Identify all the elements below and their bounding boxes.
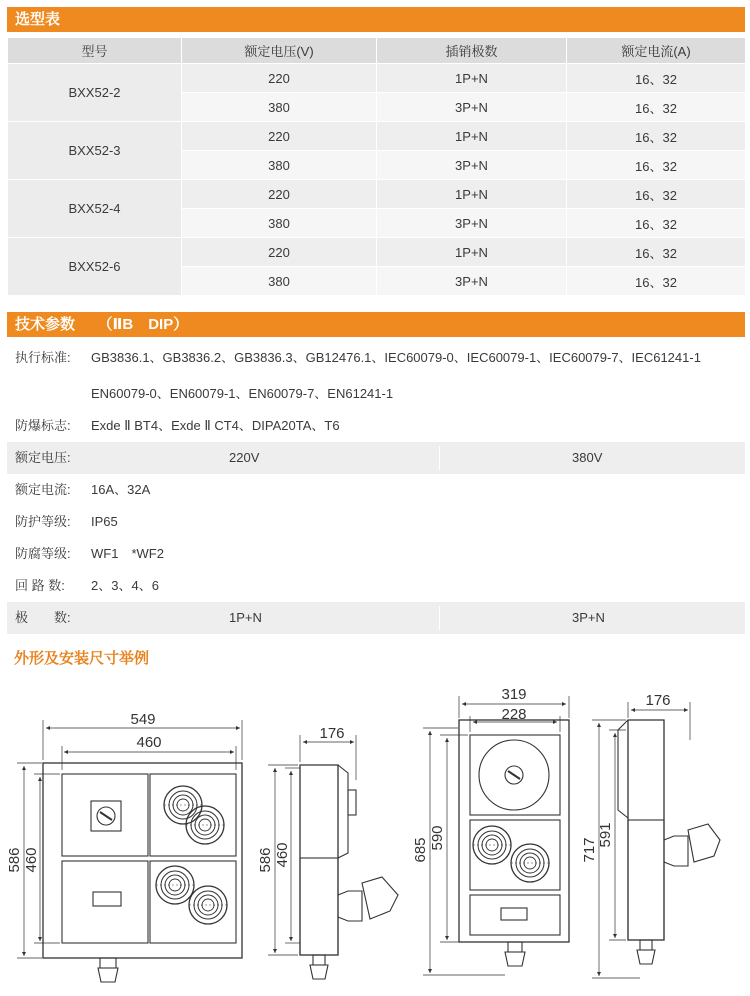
standards-line2: EN60079-0、EN60079-1、EN60079-7、EN61241-1 xyxy=(91,386,394,401)
current-cell: 16、32 xyxy=(567,209,746,238)
dim-176-a: 176 xyxy=(319,725,345,742)
standards-label: 执行标准: xyxy=(15,350,71,365)
poles-cell: 1P+N xyxy=(377,180,567,209)
ip-row xyxy=(7,506,745,538)
corrosion-value: WF1 *WF2 xyxy=(91,546,164,561)
voltage-cell: 380 xyxy=(182,209,377,238)
table-row xyxy=(8,180,746,209)
dim-717: 717 xyxy=(581,837,598,863)
dim-176-b: 176 xyxy=(645,692,671,709)
current-value: 16A、32A xyxy=(91,482,151,497)
poles-cell: 1P+N xyxy=(377,238,567,267)
dim-460-height: 460 xyxy=(23,847,40,873)
voltage-cell: 380 xyxy=(182,267,377,296)
poles-label: 极 数: xyxy=(15,610,71,625)
table-row xyxy=(8,238,746,267)
model-cell: BXX52-2 xyxy=(8,64,182,122)
voltage-cell: 220 xyxy=(182,180,377,209)
table-header-row xyxy=(8,38,746,64)
model-cell: BXX52-3 xyxy=(8,122,182,180)
dim-460-side: 460 xyxy=(274,842,291,868)
dim-460-width: 460 xyxy=(136,734,162,751)
circuit-value: 2、3、4、6 xyxy=(91,578,159,593)
ip-value: IP65 xyxy=(91,514,118,529)
current-cell: 16、32 xyxy=(567,180,746,209)
selection-table xyxy=(7,37,746,296)
ex-value: Exde Ⅱ BT4、Exde Ⅱ CT4、DIPA20TA、T6 xyxy=(91,418,340,433)
selection-title: 选型表 xyxy=(7,7,745,32)
current-cell: 16、32 xyxy=(567,93,746,122)
voltage-label: 额定电压: xyxy=(15,450,71,465)
voltage-cell: 220 xyxy=(182,64,377,93)
voltage-row xyxy=(7,442,745,474)
model-cell: BXX52-6 xyxy=(8,238,182,296)
corrosion-label: 防腐等级: xyxy=(15,546,71,561)
standards-row-2 xyxy=(7,378,745,410)
ip-label: 防护等级: xyxy=(15,514,71,529)
dim-685: 685 xyxy=(412,837,429,863)
standards-row xyxy=(7,342,745,374)
tech-title: 技术参数 （ⅡB DIP） xyxy=(7,312,745,337)
poles-1p: 1P+N xyxy=(229,610,262,625)
poles-cell: 1P+N xyxy=(377,122,567,151)
corrosion-row xyxy=(7,538,745,570)
poles-cell: 3P+N xyxy=(377,151,567,180)
header-model: 型号 xyxy=(8,38,182,64)
dim-586-side: 586 xyxy=(257,847,274,873)
dim-319: 319 xyxy=(501,686,527,703)
header-voltage: 额定电压(V) xyxy=(182,38,377,64)
poles-cell: 3P+N xyxy=(377,209,567,238)
standards-line1: GB3836.1、GB3836.2、GB3836.3、GB12476.1、IEC60079-0、IEC60079-1、IEC60079-7、IEC61241-1 xyxy=(91,350,701,365)
poles-3p: 3P+N xyxy=(572,610,605,625)
dim-228: 228 xyxy=(501,706,527,723)
poles-cell: 1P+N xyxy=(377,64,567,93)
current-row xyxy=(7,474,745,506)
current-label: 额定电流: xyxy=(15,482,71,497)
dimension-drawings xyxy=(0,680,750,990)
voltage-380: 380V xyxy=(572,450,603,465)
dim-590: 590 xyxy=(429,825,446,851)
poles-cell: 3P+N xyxy=(377,93,567,122)
dim-549: 549 xyxy=(130,711,156,728)
header-current: 额定电流(A) xyxy=(567,38,746,64)
table-row xyxy=(8,64,746,93)
dim-591: 591 xyxy=(597,822,614,848)
table-row xyxy=(8,122,746,151)
current-cell: 16、32 xyxy=(567,267,746,296)
dim-586-left: 586 xyxy=(6,847,23,873)
poles-cell: 3P+N xyxy=(377,267,567,296)
voltage-cell: 380 xyxy=(182,151,377,180)
voltage-220: 220V xyxy=(229,450,260,465)
ex-row xyxy=(7,410,745,442)
circuit-label: 回 路 数: xyxy=(15,578,65,593)
model-cell: BXX52-4 xyxy=(8,180,182,238)
poles-row xyxy=(7,602,745,634)
current-cell: 16、32 xyxy=(567,151,746,180)
ex-label: 防爆标志: xyxy=(15,418,71,433)
voltage-cell: 380 xyxy=(182,93,377,122)
voltage-cell: 220 xyxy=(182,238,377,267)
circuit-row xyxy=(7,570,745,602)
dimensions-title: 外形及安装尺寸举例 xyxy=(14,650,150,667)
header-poles: 插销极数 xyxy=(377,38,567,64)
voltage-cell: 220 xyxy=(182,122,377,151)
current-cell: 16、32 xyxy=(567,64,746,93)
current-cell: 16、32 xyxy=(567,238,746,267)
current-cell: 16、32 xyxy=(567,122,746,151)
